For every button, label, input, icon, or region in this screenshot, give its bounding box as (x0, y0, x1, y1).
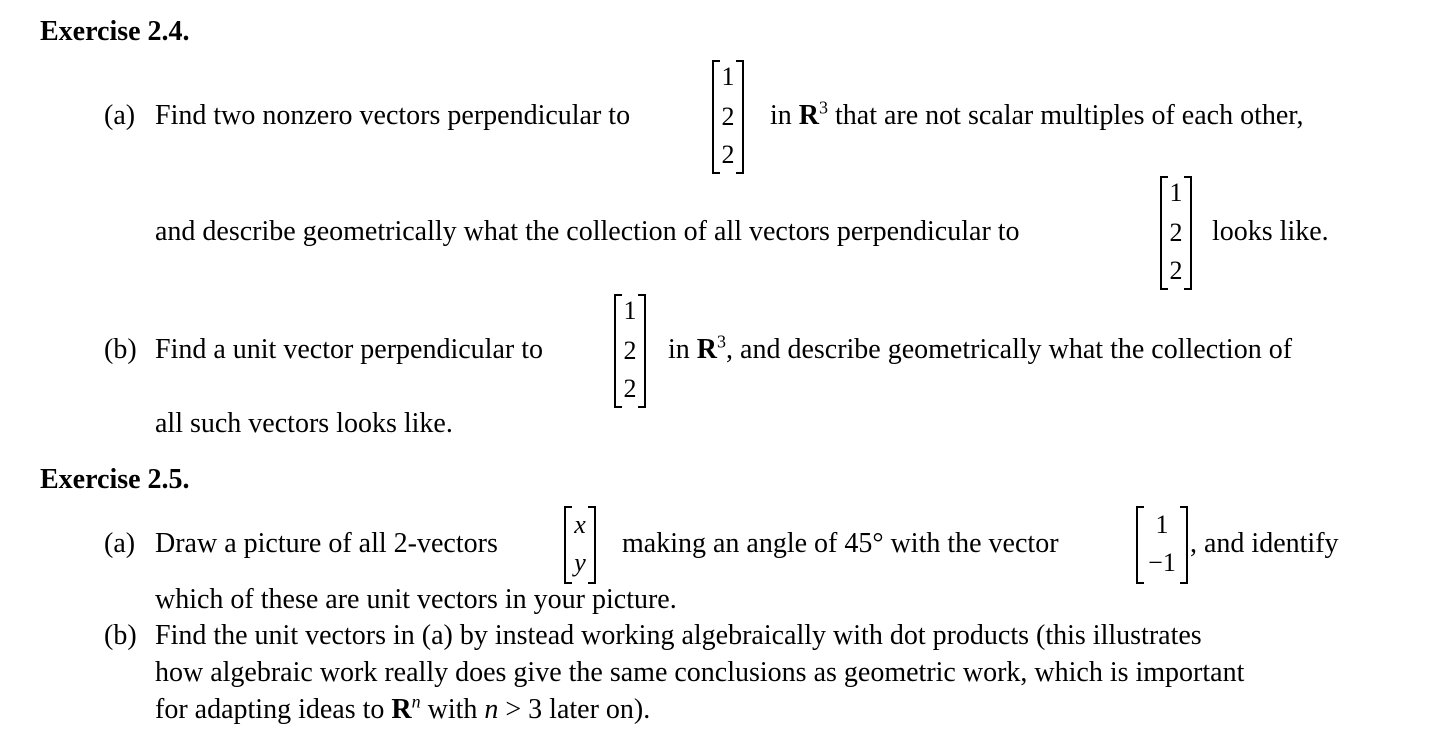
ex25-a-text2: making an angle of 45° with the vector (622, 528, 1059, 559)
ex24-a-line1 (0, 60, 1436, 176)
vector-1-2-2-matrix: 1 2 2 (1160, 176, 1192, 290)
vector-1-2-2-matrix: 1 2 2 (614, 294, 646, 408)
ex24-a-text1: Find two nonzero vectors perpendicular to (155, 100, 631, 131)
ex24-a-label: (a) (104, 100, 136, 131)
ex24-b-text1: Find a unit vector perpendicular to (155, 334, 543, 365)
ex24-a-line2 (0, 176, 1436, 292)
ex24-b-label: (b) (104, 334, 137, 365)
ex24-b-text4: all such vectors looks like. (155, 408, 453, 439)
ex25-b-line1: Find the unit vectors in (a) by instead working algebraically with dot products (this illustrates (155, 620, 1202, 651)
ex25-a-text1: Draw a picture of all 2-vectors (155, 528, 498, 559)
ex25-a-label: (a) (104, 528, 136, 559)
vector-1-neg1-matrix: 1 −1 (1136, 506, 1188, 584)
ex24-a-text2: in $R^3$ that are not scalar multiples of each other, (770, 97, 1304, 131)
ex25-b-label: (b) (104, 620, 137, 651)
ex24-a-text4: and describe geometrically what the collection of all vectors perpendicular to (155, 216, 1020, 247)
ex25-a-text3: , and identify (1190, 528, 1339, 559)
vector-1-2-2-matrix: 1 2 2 (712, 60, 744, 174)
vector-x-y-matrix: x y (564, 506, 596, 584)
ex25-b-line3: for adapting ideas to $R^n$ with n > 3 later on). (155, 691, 651, 725)
ex25-b-line2: how algebraic work really does give the same conclusions as geometric work, which is important (155, 657, 1245, 688)
ex24-b-text2: in $R^3$, and describe geometrically what the collection of (668, 331, 1293, 365)
ex24-a-text5: looks like. (1212, 216, 1329, 247)
exercise-2-4-title: Exercise 2.4. (40, 16, 190, 47)
ex25-a-line1 (0, 506, 1436, 586)
exercise-2-5-title: Exercise 2.5. (40, 464, 190, 495)
ex25-a-text4: which of these are unit vectors in your picture. (155, 584, 677, 615)
ex24-b-line1 (0, 294, 1436, 410)
